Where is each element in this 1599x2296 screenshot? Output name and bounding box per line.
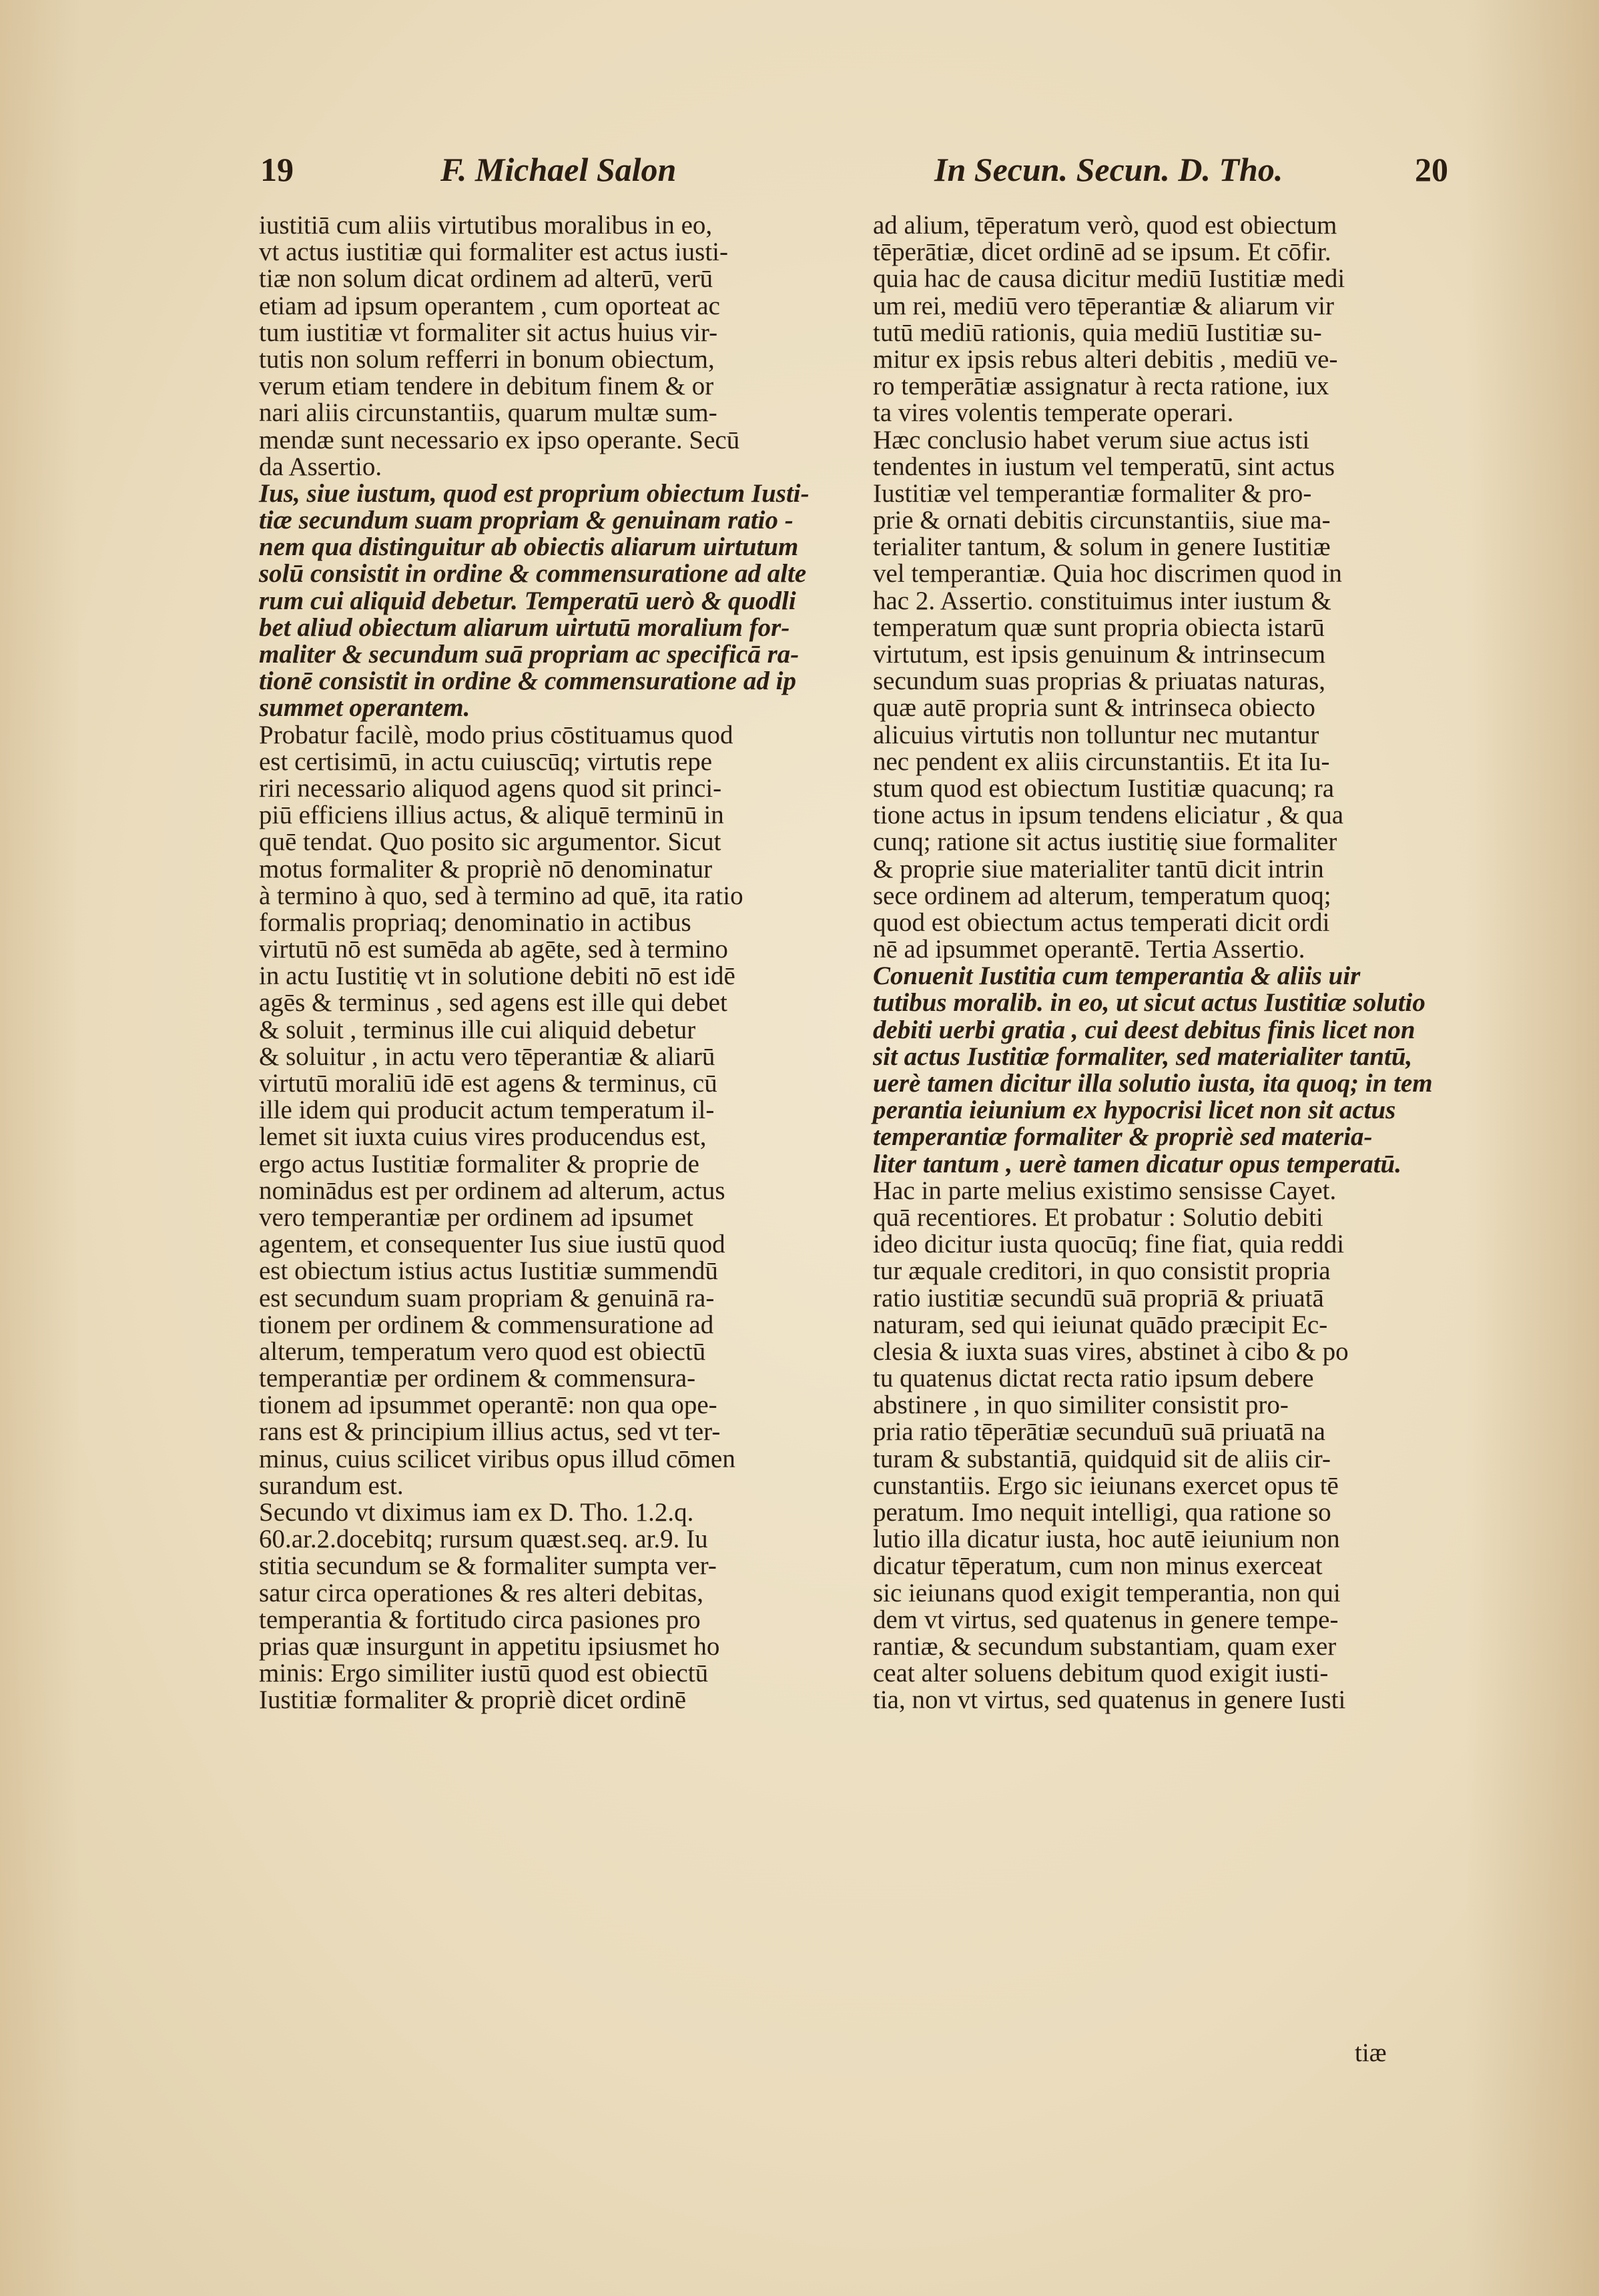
text-line: tutis non solum refferri in bonum obiectum, (259, 344, 715, 374)
text-line: quā recentiores. Et probatur : Solutio debiti (873, 1202, 1323, 1232)
text-line: virtutum, est ipsis genuinum & intrinsecum (873, 640, 1326, 669)
text-line: uerè tamen dicitur illa solutio iusta, ita quoq; in tem (873, 1069, 1433, 1098)
text-line: temperatum quæ sunt propria obiecta istarū (873, 613, 1325, 642)
text-line: nominādus est per ordinem ad alterum, actus (259, 1176, 725, 1205)
text-line: temperantia & fortitudo circa pasiones pro (259, 1605, 701, 1634)
text-line: motus formaliter & propriè nō denominatur (259, 854, 713, 883)
text-line: rans est & principium illius actus, sed vt ter- (259, 1417, 721, 1447)
text-line: temperantiæ formaliter & propriè sed materia- (873, 1122, 1373, 1152)
text-line: clesia & iuxta suas vires, abstinet à cibo & po (873, 1336, 1349, 1366)
text-line: summet operantem. (259, 693, 470, 723)
text-line: satur circa operationes & res alteri debitas, (259, 1578, 703, 1607)
text-line: sece ordinem ad alterum, temperatum quoq; (873, 881, 1331, 910)
text-line: bet aliud obiectum aliarum uirtutū moralium for- (259, 613, 790, 642)
text-line: ille idem qui producit actum temperatum il- (259, 1096, 715, 1125)
text-line: sic ieiunans quod exigit temperantia, non qui (873, 1578, 1341, 1607)
catchword: tiæ (1355, 2038, 1387, 2067)
text-line: stitia secundum se & formaliter sumpta ver- (259, 1551, 717, 1581)
text-line: tur æquale creditori, in quo consistit propria (873, 1256, 1331, 1286)
left-margin-shading (0, 0, 80, 2296)
text-line: ideo dicitur iusta quocūq; fine fiat, quia reddi (873, 1230, 1345, 1259)
page-number-right: 20 (1415, 151, 1448, 188)
text-line: nari aliis circunstantiis, quarum multæ sum- (259, 398, 717, 428)
text-line: Secundo vt diximus iam ex D. Tho. 1.2.q. (259, 1498, 694, 1527)
text-line: & soluitur , in actu vero tēperantiæ & aliarū (259, 1042, 715, 1071)
text-line: rum cui aliquid debetur. Temperatū uerò & quodli (259, 586, 796, 615)
text-line: alterum, temperatum vero quod est obiectū (259, 1336, 706, 1366)
text-line: stum quod est obiectum Iustitiæ quacunq; ra (873, 773, 1335, 803)
text-line: nem qua distinguitur ab obiectis aliarum uirtutum (259, 532, 799, 562)
text-line: tēperātiæ, dicet ordinē ad se ipsum. Et cōfir. (873, 238, 1331, 267)
text-line: tiæ non solum dicat ordinem ad alterū, verū (259, 264, 713, 294)
text-line: mitur ex ipsis rebus alteri debitis , mediū ve- (873, 344, 1338, 374)
right-edge-stain (1466, 0, 1599, 2296)
text-line: dem vt virtus, sed quatenus in genere tempe- (873, 1605, 1339, 1634)
text-line: agēs & terminus , sed agens est ille qui debet (259, 988, 727, 1018)
text-line: vero temperantiæ per ordinem ad ipsumet (259, 1202, 693, 1232)
text-line: riri necessario aliquod agens quod sit princi- (259, 773, 722, 803)
text-line: Hac in parte melius existimo sensisse Cayet. (873, 1176, 1337, 1205)
text-line: tum iustitiæ vt formaliter sit actus huius vir- (259, 318, 718, 347)
running-head-right: In Secun. Secun. D. Tho. (934, 151, 1283, 188)
text-line: tionē consistit in ordine & commensuratione ad ip (259, 667, 797, 696)
text-line: perantia ieiunium ex hypocrisi licet non sit actus (873, 1096, 1396, 1125)
text-line: secundum suas proprias & priuatas naturas, (873, 667, 1326, 696)
text-line: iustitiā cum aliis virtutibus moralibus in eo, (259, 211, 713, 240)
text-line: quæ autē propria sunt & intrinseca obiecto (873, 693, 1315, 723)
text-line: à termino à quo, sed à termino ad quē, ita ratio (259, 881, 743, 910)
text-line: ta vires volentis temperate operari. (873, 398, 1234, 428)
text-line: turam & substantiā, quidquid sit de aliis cir- (873, 1444, 1331, 1473)
text-line: etiam ad ipsum operantem , cum oporteat ac (259, 291, 720, 320)
text-line: terialiter tantum, & solum in genere Iustitiæ (873, 532, 1331, 562)
text-line: tendentes in iustum vel temperatū, sint actus (873, 452, 1335, 481)
text-line: Iustitiæ vel temperantiæ formaliter & pro- (873, 478, 1312, 508)
text-line: solū consistit in ordine & commensuratione ad alte (259, 559, 807, 589)
text-line: alicuius virtutis non tolluntur nec mutantur (873, 720, 1319, 749)
text-line: quod est obiectum actus temperati dicit ordi (873, 907, 1330, 937)
text-line: quē tendat. Quo posito sic argumentor. Sicut (259, 827, 721, 857)
text-line: ro temperātiæ assignatur à recta ratione, iux (873, 372, 1329, 401)
text-line: lutio illa dicatur iusta, hoc autē ieiunium non (873, 1525, 1340, 1554)
text-line: naturam, sed qui ieiunat quādo præcipit Ec- (873, 1310, 1328, 1339)
text-line: agentem, et consequenter Ius siue iustū quod (259, 1230, 725, 1259)
text-line: tionem per ordinem & commensuratione ad (259, 1310, 714, 1339)
page-number-left: 19 (260, 151, 294, 188)
text-line: virtutū moraliū idē est agens & terminus, cū (259, 1069, 717, 1098)
text-line: Conuenit Iustitia cum temperantia & aliis uir (873, 962, 1361, 991)
text-line: Probatur facilè, modo prius cōstituamus quod (259, 720, 733, 749)
text-line: tutibus moralib. in eo, ut sicut actus Iustitiæ solutio (873, 988, 1425, 1018)
text-line: vel temperantiæ. Quia hoc discrimen quod in (873, 559, 1342, 589)
text-line: liter tantum , uerè tamen dicatur opus temperatū. (873, 1149, 1401, 1178)
text-line: est certisimū, in actu cuiuscūq; virtutis repe (259, 747, 713, 776)
text-line: ergo actus Iustitiæ formaliter & proprie de (259, 1149, 699, 1178)
right-text-column (873, 212, 1440, 1714)
text-line: peratum. Imo nequit intelligi, qua ratione so (873, 1498, 1331, 1527)
text-line: tionem ad ipsummet operantē: non qua ope- (259, 1391, 717, 1420)
text-line: rantiæ, & secundum substantiam, quam exer (873, 1631, 1337, 1661)
text-line: abstinere , in quo similiter consistit pro- (873, 1391, 1289, 1420)
text-line: Hæc conclusio habet verum siue actus isti (873, 425, 1310, 454)
text-line: & soluit , terminus ille cui aliquid debetur (259, 1015, 696, 1044)
left-text-column (259, 212, 813, 1714)
text-line: mendæ sunt necessario ex ipso operante. Secū (259, 425, 740, 454)
text-line: ratio iustitiæ secundū suā propriā & priuatā (873, 1283, 1324, 1312)
text-line: um rei, mediū vero tēperantiæ & aliarum vir (873, 291, 1334, 320)
text-line: surandum est. (259, 1471, 404, 1500)
text-line: Iustitiæ formaliter & propriè dicet ordinē (259, 1685, 687, 1715)
text-line: lemet sit iuxta cuius vires producendus est, (259, 1122, 707, 1152)
text-line: Ius, siue iustum, quod est proprium obiectum Iusti- (259, 478, 810, 508)
text-line: virtutū nō est sumēda ab agēte, sed à termino (259, 935, 728, 964)
text-line: verum etiam tendere in debitum finem & or (259, 372, 714, 401)
text-line: ceat alter soluens debitum quod exigit iusti- (873, 1659, 1329, 1688)
text-line: nē ad ipsummet operantē. Tertia Assertio. (873, 935, 1305, 964)
text-line: da Assertio. (259, 452, 382, 481)
text-line: cunq; ratione sit actus iustitię siue formaliter (873, 827, 1337, 857)
text-line: piū efficiens illius actus, & aliquē terminū in (259, 801, 724, 830)
text-line: maliter & secundum suā propriam ac specificā ra- (259, 640, 800, 669)
text-line: tione actus in ipsum tendens eliciatur , & qua (873, 801, 1344, 830)
text-line: in actu Iustitię vt in solutione debiti nō est idē (259, 962, 735, 991)
text-line: formalis propriaq; denominatio in actibus (259, 907, 691, 937)
text-line: vt actus iustitiæ qui formaliter est actus iusti- (259, 238, 728, 267)
text-line: nec pendent ex aliis circunstantiis. Et ita Iu- (873, 747, 1330, 776)
text-line: tia, non vt virtus, sed quatenus in genere Iusti (873, 1685, 1346, 1715)
text-line: tiæ secundum suam propriam & genuinam ratio - (259, 506, 793, 535)
text-line: temperantiæ per ordinem & commensura- (259, 1364, 696, 1393)
text-line: debiti uerbi gratia , cui deest debitus finis licet non (873, 1015, 1415, 1044)
text-line: dicatur tēperatum, cum non minus exerceat (873, 1551, 1323, 1581)
text-line: & proprie siue materialiter tantū dicit intrin (873, 854, 1324, 883)
text-line: sit actus Iustitiæ formaliter, sed materialiter tantū, (873, 1042, 1413, 1071)
text-line: tutū mediū rationis, quia mediū Iustitiæ su- (873, 318, 1322, 347)
text-line: 60.ar.2.docebitq; rursum quæst.seq. ar.9. Iu (259, 1525, 708, 1554)
text-line: est obiectum istius actus Iustitiæ summendū (259, 1256, 718, 1286)
text-line: ad alium, tēperatum verò, quod est obiectum (873, 211, 1337, 240)
text-line: prias quæ insurgunt in appetitu ipsiusmet ho (259, 1631, 720, 1661)
text-line: hac 2. Assertio. constituimus inter iustum & (873, 586, 1331, 615)
text-line: minus, cuius scilicet viribus opus illud cōmen (259, 1444, 735, 1473)
text-line: pria ratio tēperātiæ secunduū suā priuatā na (873, 1417, 1325, 1447)
text-line: quia hac de causa dicitur mediū Iustitiæ medi (873, 264, 1345, 294)
text-line: prie & ornati debitis circunstantiis, siue ma- (873, 506, 1331, 535)
text-line: tu quatenus dictat recta ratio ipsum debere (873, 1364, 1314, 1393)
running-head-left: F. Michael Salon (440, 151, 677, 188)
text-line: minis: Ergo similiter iustū quod est obiectū (259, 1659, 709, 1688)
text-line: est secundum suam propriam & genuinā ra- (259, 1283, 715, 1312)
text-line: cunstantiis. Ergo sic ieiunans exercet opus tē (873, 1471, 1339, 1500)
page-header (260, 150, 1448, 204)
